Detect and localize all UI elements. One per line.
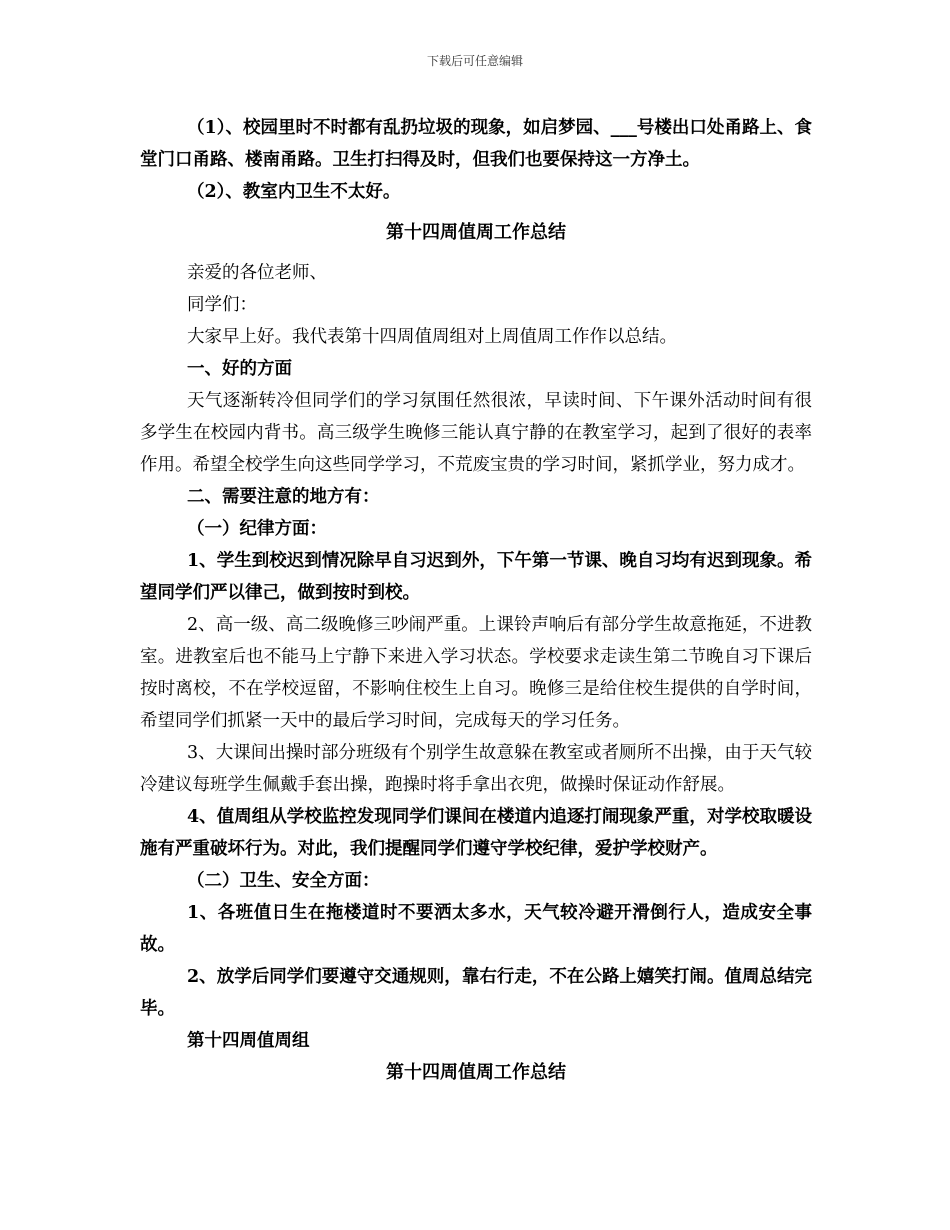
document-body (140, 112, 812, 1089)
page-header: 下载后可任意编辑 (426, 54, 523, 68)
subheading-discipline: （一）纪律方面： (187, 519, 327, 539)
safety-item-2: 2、放学后同学们要遵守交通规则，靠右行走，不在公路上嬉笑打闹。值周总结完毕。 (140, 967, 812, 1019)
discipline-item-4: 4、值周组从学校监控发现同学们课间在楼道内追逐打闹现象严重，对学校取暖设施有严重破坏行为。对此，我们提醒同学们遵守学校纪律，爱护学校财产。 (140, 807, 812, 859)
safety-item-1: 1、各班值日生在拖楼道时不要洒太多水，天气较冷避开滑倒行人，造成安全事故。 (140, 903, 812, 955)
intro-item-1: （1）、校园里时不时都有乱扔垃圾的现象，如启梦园、___号楼出口处甬路上、食堂门口甬路、楼南甬路。卫生打扫得及时，但我们也要保持这一方净土。 (140, 118, 812, 170)
greeting-line-1: 亲爱的各位老师、 (187, 263, 327, 283)
next-section-title: 第十四周值周工作总结 (386, 1062, 566, 1083)
discipline-item-1: 1、学生到校迟到情况除早自习迟到外，下午第一节课、晚自习均有迟到现象。希望同学们严以律己，做到按时到校。 (140, 551, 812, 603)
heading-attention: 二、需要注意的地方有： (187, 487, 380, 507)
discipline-item-3: 3、大课间出操时部分班级有个别学生故意躲在教室或者厕所不出操，由于天气较冷建议每班学生佩戴手套出操，跑操时将手拿出衣兜，做操时保证动作舒展。 (140, 743, 812, 795)
opening-paragraph: 大家早上好。我代表第十四周值周组对上周值周工作作以总结。 (187, 327, 677, 347)
greeting-line-2: 同学们： (187, 295, 257, 315)
heading-good-aspects: 一、好的方面 (187, 359, 292, 379)
section-title: 第十四周值周工作总结 (386, 222, 566, 243)
subheading-hygiene-safety: （二）卫生、安全方面： (187, 871, 380, 891)
paragraph-good-aspects: 天气逐渐转冷但同学们的学习氛围任然很浓，早读时间、下午课外活动时间有很多学生在校园内背书。高三级学生晚修三能认真宁静的在教室学习，起到了很好的表率作用。希望全校学生向这些同学学习，不荒废宝贵的学习时间，紧抓学业，努力成才。 (140, 391, 812, 475)
intro-item-2: （2）、教室内卫生不太好。 (187, 182, 401, 202)
signature: 第十四周值周组 (187, 1031, 310, 1051)
discipline-item-2: 2、高一级、高二级晚修三吵闹严重。上课铃声响后有部分学生故意拖延，不进教室。进教室后也不能马上宁静下来进入学习状态。学校要求走读生第二节晚自习下课后按时离校，不在学校逗留，不影响住校生上自习。晚修三是给住校生提供的自学时间，希望同学们抓紧一天中的最后学习时间，完成每天的学习任务。 (140, 615, 812, 731)
